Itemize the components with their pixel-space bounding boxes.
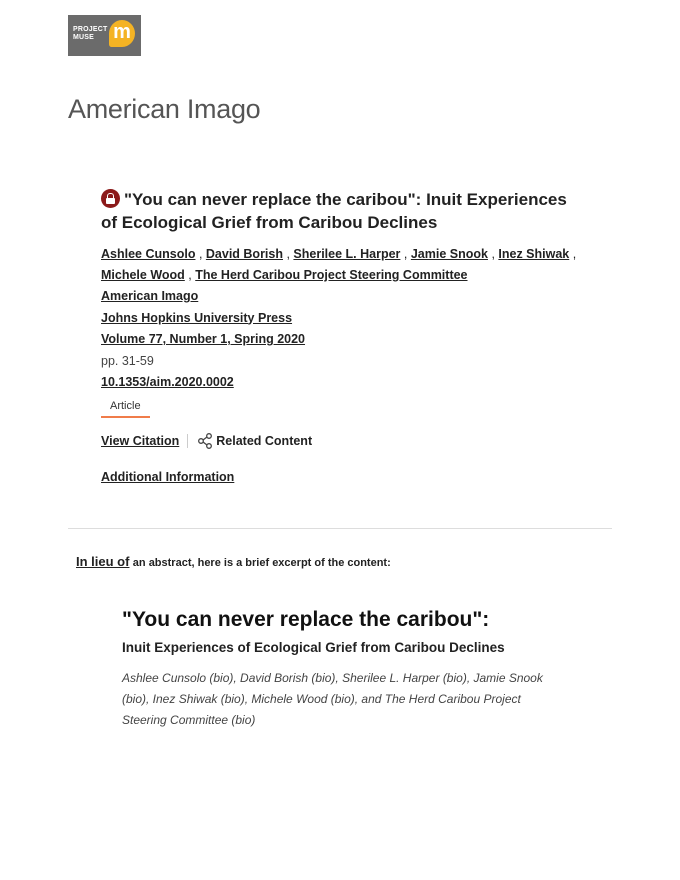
view-citation-link[interactable]: View Citation <box>101 434 188 448</box>
author-link[interactable]: The Herd Caribou Project Steering Committee <box>195 268 468 282</box>
article-type-badge: Article <box>101 400 150 418</box>
author-link[interactable]: David Borish <box>205 247 283 261</box>
author-list: Ashlee Cunsolo , David Borish , Sherilee L. Harper , Jamie Snook , Inez Shiwak , Michele Wood , The Herd Caribou Project Steering Committee <box>101 247 577 282</box>
additional-information-link[interactable]: Additional Information <box>101 469 235 484</box>
related-content-label: Related Content <box>216 433 313 448</box>
share-icon <box>196 432 214 450</box>
excerpt-authors: Ashlee Cunsolo (bio), David Borish (bio), Sherilee L. Harper (bio), Jamie Snook (bio), Inez Shiwak (bio), Michele Wood (bio), and The Herd Caribou Project Steering Committee (bio) <box>122 671 543 727</box>
journal-link[interactable]: American Imago <box>101 289 199 303</box>
article-actions <box>101 432 581 450</box>
related-content-link[interactable] <box>196 432 312 450</box>
in-lieu-of-link[interactable]: In lieu of <box>76 554 130 569</box>
project-muse-logo[interactable] <box>68 15 141 56</box>
excerpt-intro <box>76 554 391 569</box>
lock-icon <box>101 189 120 208</box>
article-card <box>101 188 581 486</box>
excerpt-subtitle: Inuit Experiences of Ecological Grief from Caribou Declines <box>122 640 505 655</box>
excerpt-title: "You can never replace the caribou": <box>122 608 490 631</box>
author-link[interactable]: Michele Wood <box>101 268 185 282</box>
excerpt-intro-text: an abstract, here is a brief excerpt of the content: <box>132 557 391 569</box>
article-title <box>101 188 581 234</box>
author-link[interactable]: Ashlee Cunsolo <box>101 247 196 261</box>
content-excerpt <box>122 606 562 731</box>
logo-text: PROJECT MUSE <box>73 26 108 41</box>
author-link[interactable]: Sherilee L. Harper <box>293 247 401 261</box>
author-link[interactable]: Inez Shiwak <box>498 247 570 261</box>
author-link[interactable]: Jamie Snook <box>410 247 488 261</box>
divider <box>68 528 612 529</box>
article-title-text[interactable]: "You can never replace the caribou": Inuit Experiences of Ecological Grief from Caribou Declines <box>101 190 567 232</box>
volume-link[interactable]: Volume 77, Number 1, Spring 2020 <box>101 332 306 346</box>
page-range: pp. 31-59 <box>101 353 154 368</box>
doi-link[interactable]: 10.1353/aim.2020.0002 <box>101 375 234 389</box>
publisher-link[interactable]: Johns Hopkins University Press <box>101 310 293 325</box>
logo-mark-icon: m <box>109 20 135 47</box>
journal-title: American Imago <box>68 94 261 124</box>
